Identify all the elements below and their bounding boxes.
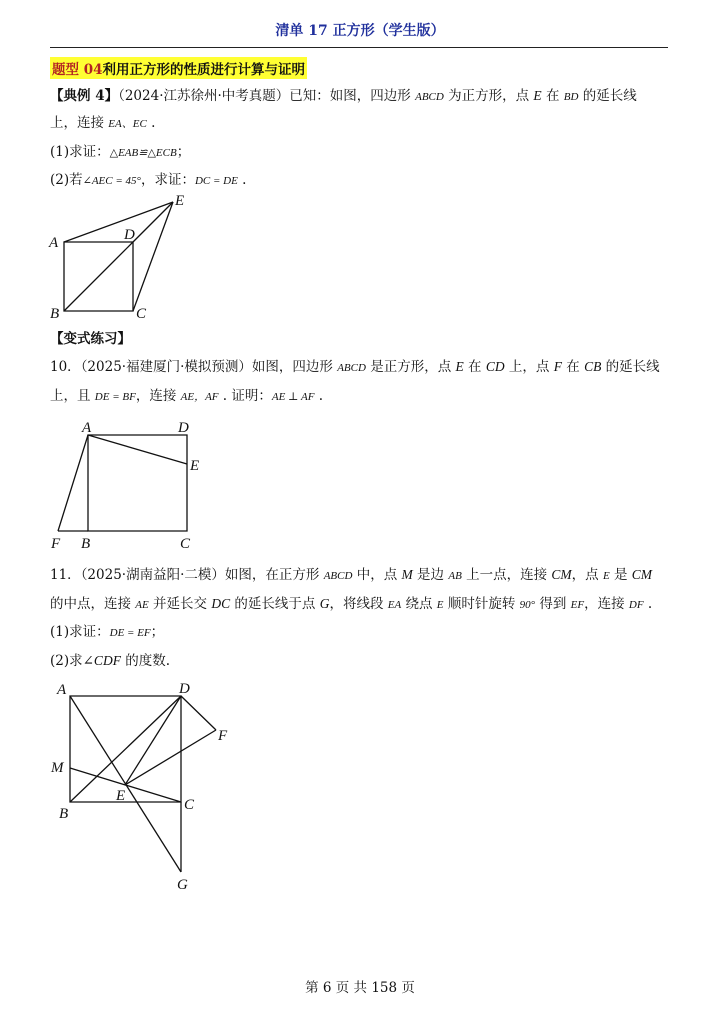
math: CB [584,359,602,374]
label-c: C [184,797,195,813]
p11-figure [48,676,248,896]
text: ，连接 [135,388,181,404]
example4-figure [44,190,204,325]
text: 得到 [535,596,571,612]
text: 上，连接 [50,115,109,131]
math: E [602,570,610,582]
math: EA [387,599,402,611]
text: 如图，在正方形 [224,567,324,583]
math: AB [448,570,462,582]
p10-line2 [50,386,670,407]
text: ，点 [571,567,603,583]
text: ，连接 [584,596,629,612]
text: 的度数. [120,653,171,669]
example4-question1 [50,142,670,163]
math: BD [563,91,579,103]
text: (1)求证： [50,144,110,160]
label-e: E [190,458,200,474]
text: 在 [463,359,486,375]
segment-de [133,202,173,242]
math: DF [628,599,644,611]
label-m: M [51,760,64,776]
section-tag: 题型 04 [52,62,103,78]
math: △EAB≌△ECB [109,147,177,159]
header-divider [50,47,668,48]
math: DE = EF [109,627,151,639]
label-c: C [180,536,191,552]
math: EF [570,599,585,611]
p11-question2 [50,651,670,671]
text: 的中点，连接 [50,596,136,612]
text: ，将线段 [329,596,388,612]
math: AE，AF [180,391,219,403]
math: DC = DE [194,175,238,187]
text: ； [150,624,165,640]
math: E [455,359,464,374]
text: 已知：如图，四边形 [289,88,416,104]
math: DE = BF [94,391,136,403]
text: . [643,596,653,612]
math: F [553,359,562,374]
math: ABCD [415,91,444,103]
text: . 证明： [218,388,272,404]
label-e: E [116,788,126,804]
text: 11． [50,567,81,583]
math: CM [631,567,653,582]
text: 上一点，连接 [461,567,552,583]
text: 上，且 [50,388,95,404]
label-a: A [82,420,92,436]
p11-line1 [50,565,670,586]
math: E [533,88,542,103]
text: . [314,388,324,404]
math: DC [211,596,231,611]
math: ∠AEC = 45° [82,175,141,187]
segment-ae [88,435,187,464]
segment-df [181,696,216,730]
text: 如图，四边形 [251,359,338,375]
label-f: F [51,536,61,552]
variants-label: 【变式练习】 [50,331,131,347]
section-title [50,57,307,79]
text: （2025·湖南益阳·二模） [80,567,225,583]
math: E [436,599,444,611]
label-e: E [175,193,185,209]
text: (2)若 [50,172,83,188]
text: . [146,115,156,131]
p11-question1 [50,622,670,643]
label-b: B [59,806,69,822]
example4-source: （2024·江苏徐州·中考真题） [118,88,290,104]
math: CM [551,567,572,582]
diagonal-bd [64,242,133,311]
label-a: A [57,682,67,698]
label-d: D [178,420,189,436]
label-f: F [218,728,228,744]
math: AE [135,599,149,611]
text: (1)求证： [50,624,110,640]
math: G [319,596,330,611]
text: 10． [50,359,81,375]
text: 的延长线 [578,88,637,104]
label-a: A [49,235,59,251]
segment-ef [125,730,216,785]
math: 90° [519,599,536,611]
segment-bd [70,696,181,802]
math: AE ⊥ AF [271,391,315,403]
text: 并延长交 [148,596,212,612]
label-b: B [50,306,60,322]
text: . [237,172,247,188]
p10-figure [46,414,216,554]
math: EA、EC [108,118,147,130]
text: ，求证： [140,172,195,188]
text: ； [176,144,191,160]
text: 为正方形，点 [443,88,534,104]
text: 的延长线 [601,359,660,375]
text: 在 [561,359,585,375]
text: 是边 [412,567,449,583]
math: CD [485,359,505,374]
math: ABCD [337,362,366,374]
text: 绕点 [401,596,437,612]
math: ∠CDF [82,653,121,668]
page-header-title: 清单 17 正方形（学生版） [275,23,445,39]
label-c: C [136,306,147,322]
p11-line2 [50,594,670,615]
text: 中，点 [352,567,402,583]
label-g: G [177,877,188,893]
math: ABCD [323,570,353,582]
segment-ea [64,202,173,242]
math: M [401,567,413,582]
label-d: D [124,227,135,243]
text: 上，点 [504,359,554,375]
example4-question2 [50,170,670,191]
segment-af [58,435,88,531]
text: 是 [609,567,632,583]
text: (2)求 [50,653,83,669]
example4-line1 [50,86,670,107]
text: 是正方形，点 [365,359,456,375]
text: 在 [541,88,564,104]
example4-line2 [50,113,670,134]
page-footer: 第 6 页 共 158 页 [305,980,415,996]
text: 顺时针旋转 [443,596,520,612]
label-b: B [81,536,91,552]
segment-de [125,696,181,785]
text: 的延长线于点 [230,596,320,612]
section-title-text: 利用正方形的性质进行计算与证明 [102,62,305,78]
p10-line1 [50,357,670,378]
example4-label: 【典例 4】 [50,88,119,104]
label-d: D [179,681,190,697]
text: （2025·福建厦门·模拟预测） [80,359,252,375]
segment-ec [133,202,173,311]
